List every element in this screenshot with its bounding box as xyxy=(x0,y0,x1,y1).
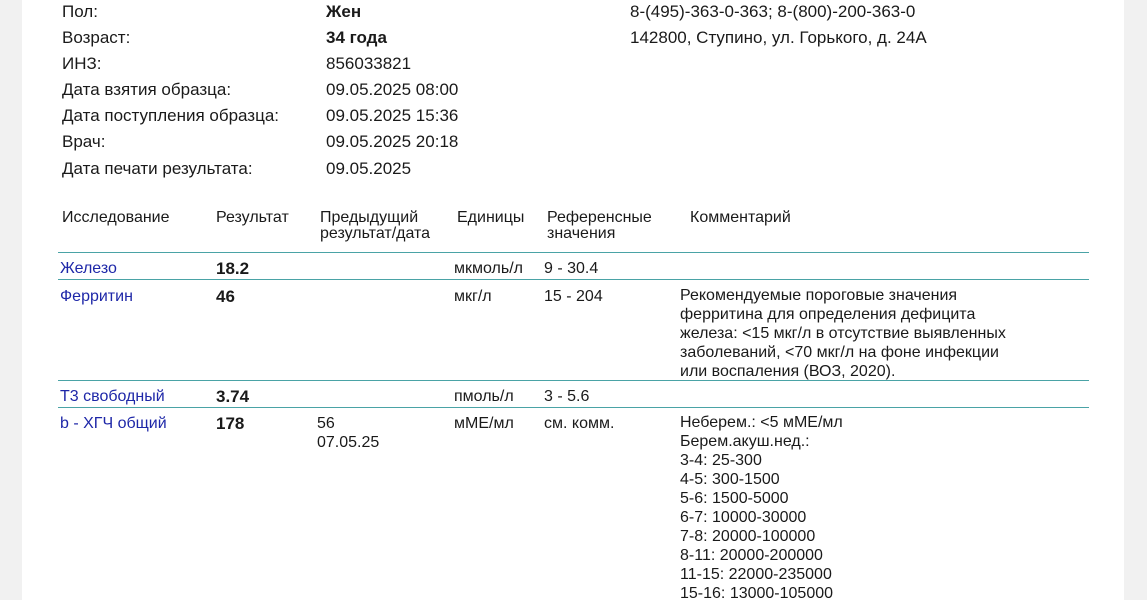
table-divider xyxy=(58,407,1089,408)
header-units: Единицы xyxy=(457,209,525,226)
row-iron-test: Железо xyxy=(60,260,117,277)
info-value: 09.05.2025 20:18 xyxy=(326,132,459,151)
comment-line: Берем.акуш.нед.: xyxy=(680,433,810,450)
header-reference-line1: Референсные xyxy=(547,209,652,226)
row-ferritin-result: 46 xyxy=(216,287,235,306)
header-reference xyxy=(547,210,652,242)
header-test: Исследование xyxy=(62,209,170,226)
header-result: Результат xyxy=(216,209,289,226)
row-ferritin-reference: 15 - 204 xyxy=(544,288,603,305)
info-value: Жен xyxy=(326,2,362,21)
comment-line: 5-6: 1500-5000 xyxy=(680,490,789,507)
row-iron-reference: 9 - 30.4 xyxy=(544,260,599,277)
comment-line: Рекомендуемые пороговые значения xyxy=(680,287,958,304)
comment-line: 6-7: 10000-30000 xyxy=(680,509,807,526)
row-t3-test: Т3 свободный xyxy=(60,388,165,405)
header-previous-line1: Предыдущий xyxy=(320,209,419,226)
info-value: 09.05.2025 08:00 xyxy=(326,80,459,99)
info-label: Врач: xyxy=(62,132,106,151)
row-t3-reference: 3 - 5.6 xyxy=(544,388,590,405)
info-value: 856033821 xyxy=(326,54,412,73)
info-value: 34 года xyxy=(326,28,387,47)
table-divider xyxy=(58,252,1089,253)
info-label: Дата поступления образца: xyxy=(62,106,280,125)
row-ferritin-test: Ферритин xyxy=(60,288,133,305)
info-label: Пол: xyxy=(62,2,98,21)
row-hcg-result: 178 xyxy=(216,414,245,433)
header-reference-line2: значения xyxy=(547,225,616,242)
info-label: Дата взятия образца: xyxy=(62,80,232,99)
header-previous xyxy=(320,210,430,242)
row-hcg-units: мМЕ/мл xyxy=(454,415,514,432)
comment-line: 7-8: 20000-100000 xyxy=(680,528,816,545)
row-hcg-comment xyxy=(680,413,1080,600)
row-t3-units: пмоль/л xyxy=(454,388,514,405)
info-label: ИНЗ: xyxy=(62,54,102,73)
lab-phones: 8-(495)-363-0-363; 8-(800)-200-363-0 xyxy=(630,2,916,21)
row-hcg-reference: см. комм. xyxy=(544,415,615,432)
row-iron-result: 18.2 xyxy=(216,259,250,278)
row-ferritin-units: мкг/л xyxy=(454,288,492,305)
comment-line: 11-15: 22000-235000 xyxy=(680,566,832,583)
comment-line: или воспаления (ВОЗ, 2020). xyxy=(680,363,896,380)
row-hcg-test: b - ХГЧ общий xyxy=(60,415,167,432)
info-label: Возраст: xyxy=(62,28,131,47)
row-t3-result: 3.74 xyxy=(216,387,250,406)
info-value: 09.05.2025 xyxy=(326,159,412,178)
lab-report-page xyxy=(22,0,1124,600)
comment-line: железа: <15 мкг/л в отсутствие выявленных xyxy=(680,325,1006,342)
info-label: Дата печати результата: xyxy=(62,159,253,178)
header-comment: Комментарий xyxy=(690,209,791,226)
comment-line: 4-5: 300-1500 xyxy=(680,471,780,488)
info-value: 09.05.2025 15:36 xyxy=(326,106,459,125)
comment-line: Неберем.: <5 мМЕ/мл xyxy=(680,414,843,431)
row-hcg-previous-value: 56 xyxy=(317,415,335,432)
row-iron-units: мкмоль/л xyxy=(454,260,523,277)
comment-line: заболеваний, <70 мкг/л на фоне инфекции xyxy=(680,344,999,361)
comment-line: ферритина для определения дефицита xyxy=(680,306,976,323)
lab-address: 142800, Ступино, ул. Горького, д. 24А xyxy=(630,28,927,47)
comment-line: 3-4: 25-300 xyxy=(680,452,762,469)
row-hcg-previous-date: 07.05.25 xyxy=(317,434,380,451)
table-divider xyxy=(58,279,1089,280)
row-ferritin-comment xyxy=(680,286,1080,381)
table-divider xyxy=(58,380,1089,381)
comment-line: 8-11: 20000-200000 xyxy=(680,547,823,564)
comment-line: 15-16: 13000-105000 xyxy=(680,585,834,600)
header-previous-line2: результат/дата xyxy=(320,225,431,242)
